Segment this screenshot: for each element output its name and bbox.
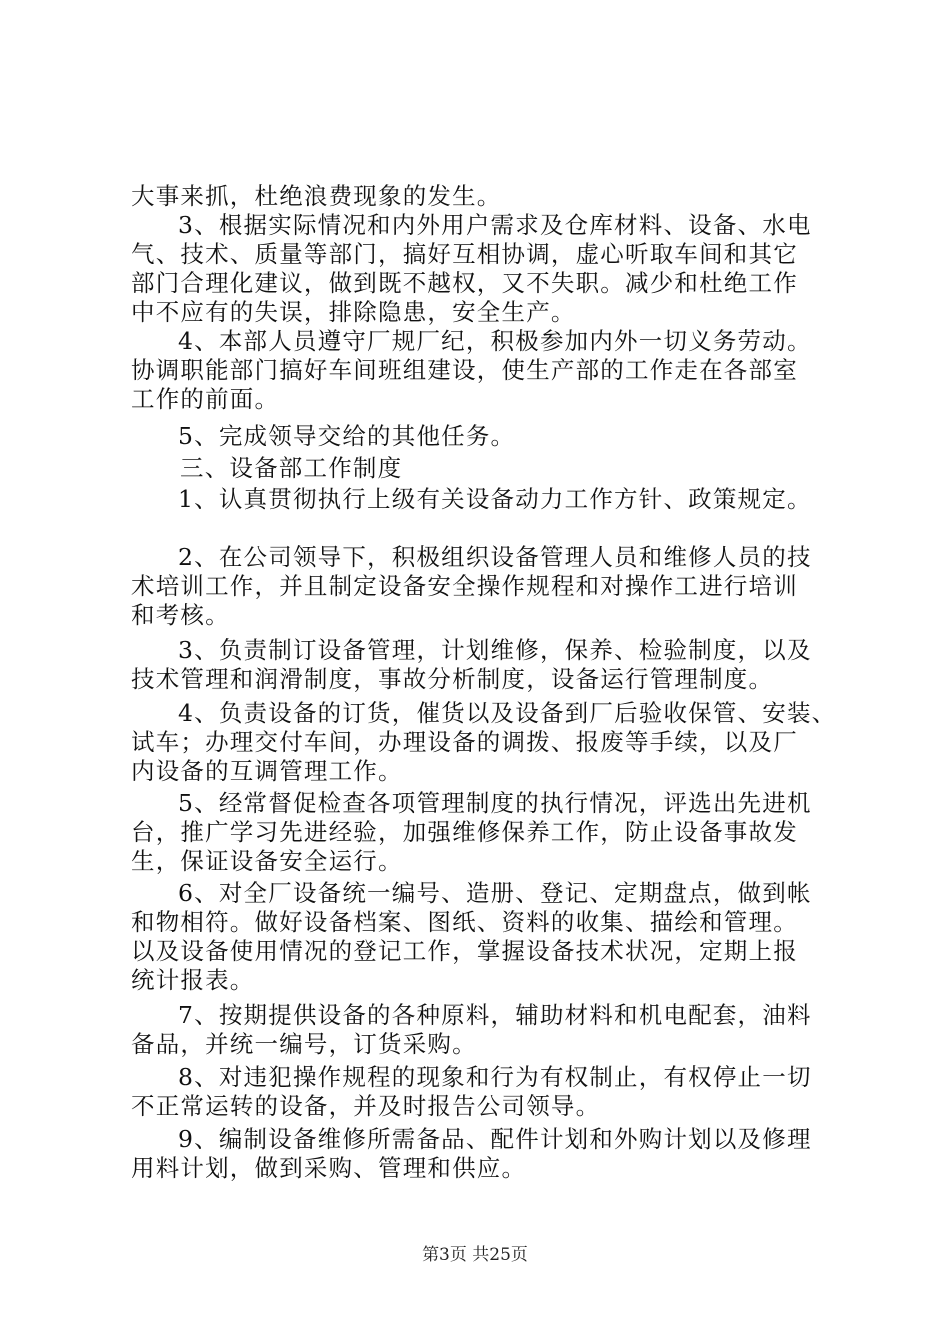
text-line: 协调职能部门搞好车间班组建设，使生产部的工作走在各部室 xyxy=(131,356,798,384)
page-number-footer: 第3页 共25页 xyxy=(422,1245,528,1265)
text-line: 统计报表。 xyxy=(131,966,255,994)
text-line: 内设备的互调管理工作。 xyxy=(131,757,403,785)
text-line: 用料计划，做到采购、管理和供应。 xyxy=(131,1154,527,1182)
text-line: 5、完成领导交给的其他任务。 xyxy=(178,422,516,450)
text-line: 备品，并统一编号，订货采购。 xyxy=(131,1030,477,1058)
text-line: 7、按期提供设备的各种原料，辅助材料和机电配套，油料 xyxy=(178,1001,812,1029)
text-line: 中不应有的失误，排除隐患，安全生产。 xyxy=(131,298,576,326)
text-line: 气、技术、质量等部门，搞好互相协调，虚心听取车间和其它 xyxy=(131,240,798,268)
text-line: 8、对违犯操作规程的现象和行为有权制止，有权停止一切 xyxy=(178,1063,812,1091)
text-line: 工作的前面。 xyxy=(131,385,280,413)
text-line: 不正常运转的设备，并及时报告公司领导。 xyxy=(131,1092,601,1120)
text-line: 3、根据实际情况和内外用户需求及仓库材料、设备、水电 xyxy=(178,211,812,239)
text-line: 以及设备使用情况的登记工作，掌握设备技术状况，定期上报 xyxy=(131,937,798,965)
text-line: 技术管理和润滑制度，事故分析制度，设备运行管理制度。 xyxy=(131,665,774,693)
text-line: 大事来抓，杜绝浪费现象的发生。 xyxy=(131,182,502,210)
text-line: 9、编制设备维修所需备品、配件计划和外购计划以及修理 xyxy=(178,1125,812,1153)
text-line: 部门合理化建议，做到既不越权，又不失职。减少和杜绝工作 xyxy=(131,269,798,297)
section-heading: 三、设备部工作制度 xyxy=(180,454,403,482)
text-line: 试车；办理交付车间，办理设备的调拨、报废等手续，以及厂 xyxy=(131,728,798,756)
text-line: 6、对全厂设备统一编号、造册、登记、定期盘点，做到帐 xyxy=(178,879,812,907)
text-line: 和物相符。做好设备档案、图纸、资料的收集、描绘和管理。 xyxy=(131,908,798,936)
text-line: 台，推广学习先进经验，加强维修保养工作，防止设备事故发 xyxy=(131,818,798,846)
text-line: 2、在公司领导下，积极组织设备管理人员和维修人员的技 xyxy=(178,543,812,571)
text-line: 4、负责设备的订货，催货以及设备到厂后验收保管、安装、 xyxy=(178,699,837,727)
text-line: 4、本部人员遵守厂规厂纪，积极参加内外一切义务劳动。 xyxy=(178,327,812,355)
text-line: 5、经常督促检查各项管理制度的执行情况，评选出先进机 xyxy=(178,789,812,817)
text-line: 3、负责制订设备管理，计划维修，保养、检验制度，以及 xyxy=(178,636,812,664)
text-line: 术培训工作，并且制定设备安全操作规程和对操作工进行培训 xyxy=(131,572,798,600)
text-line: 和考核。 xyxy=(131,601,230,629)
text-line: 生，保证设备安全运行。 xyxy=(131,847,403,875)
text-line: 1、认真贯彻执行上级有关设备动力工作方针、政策规定。 xyxy=(178,485,812,513)
